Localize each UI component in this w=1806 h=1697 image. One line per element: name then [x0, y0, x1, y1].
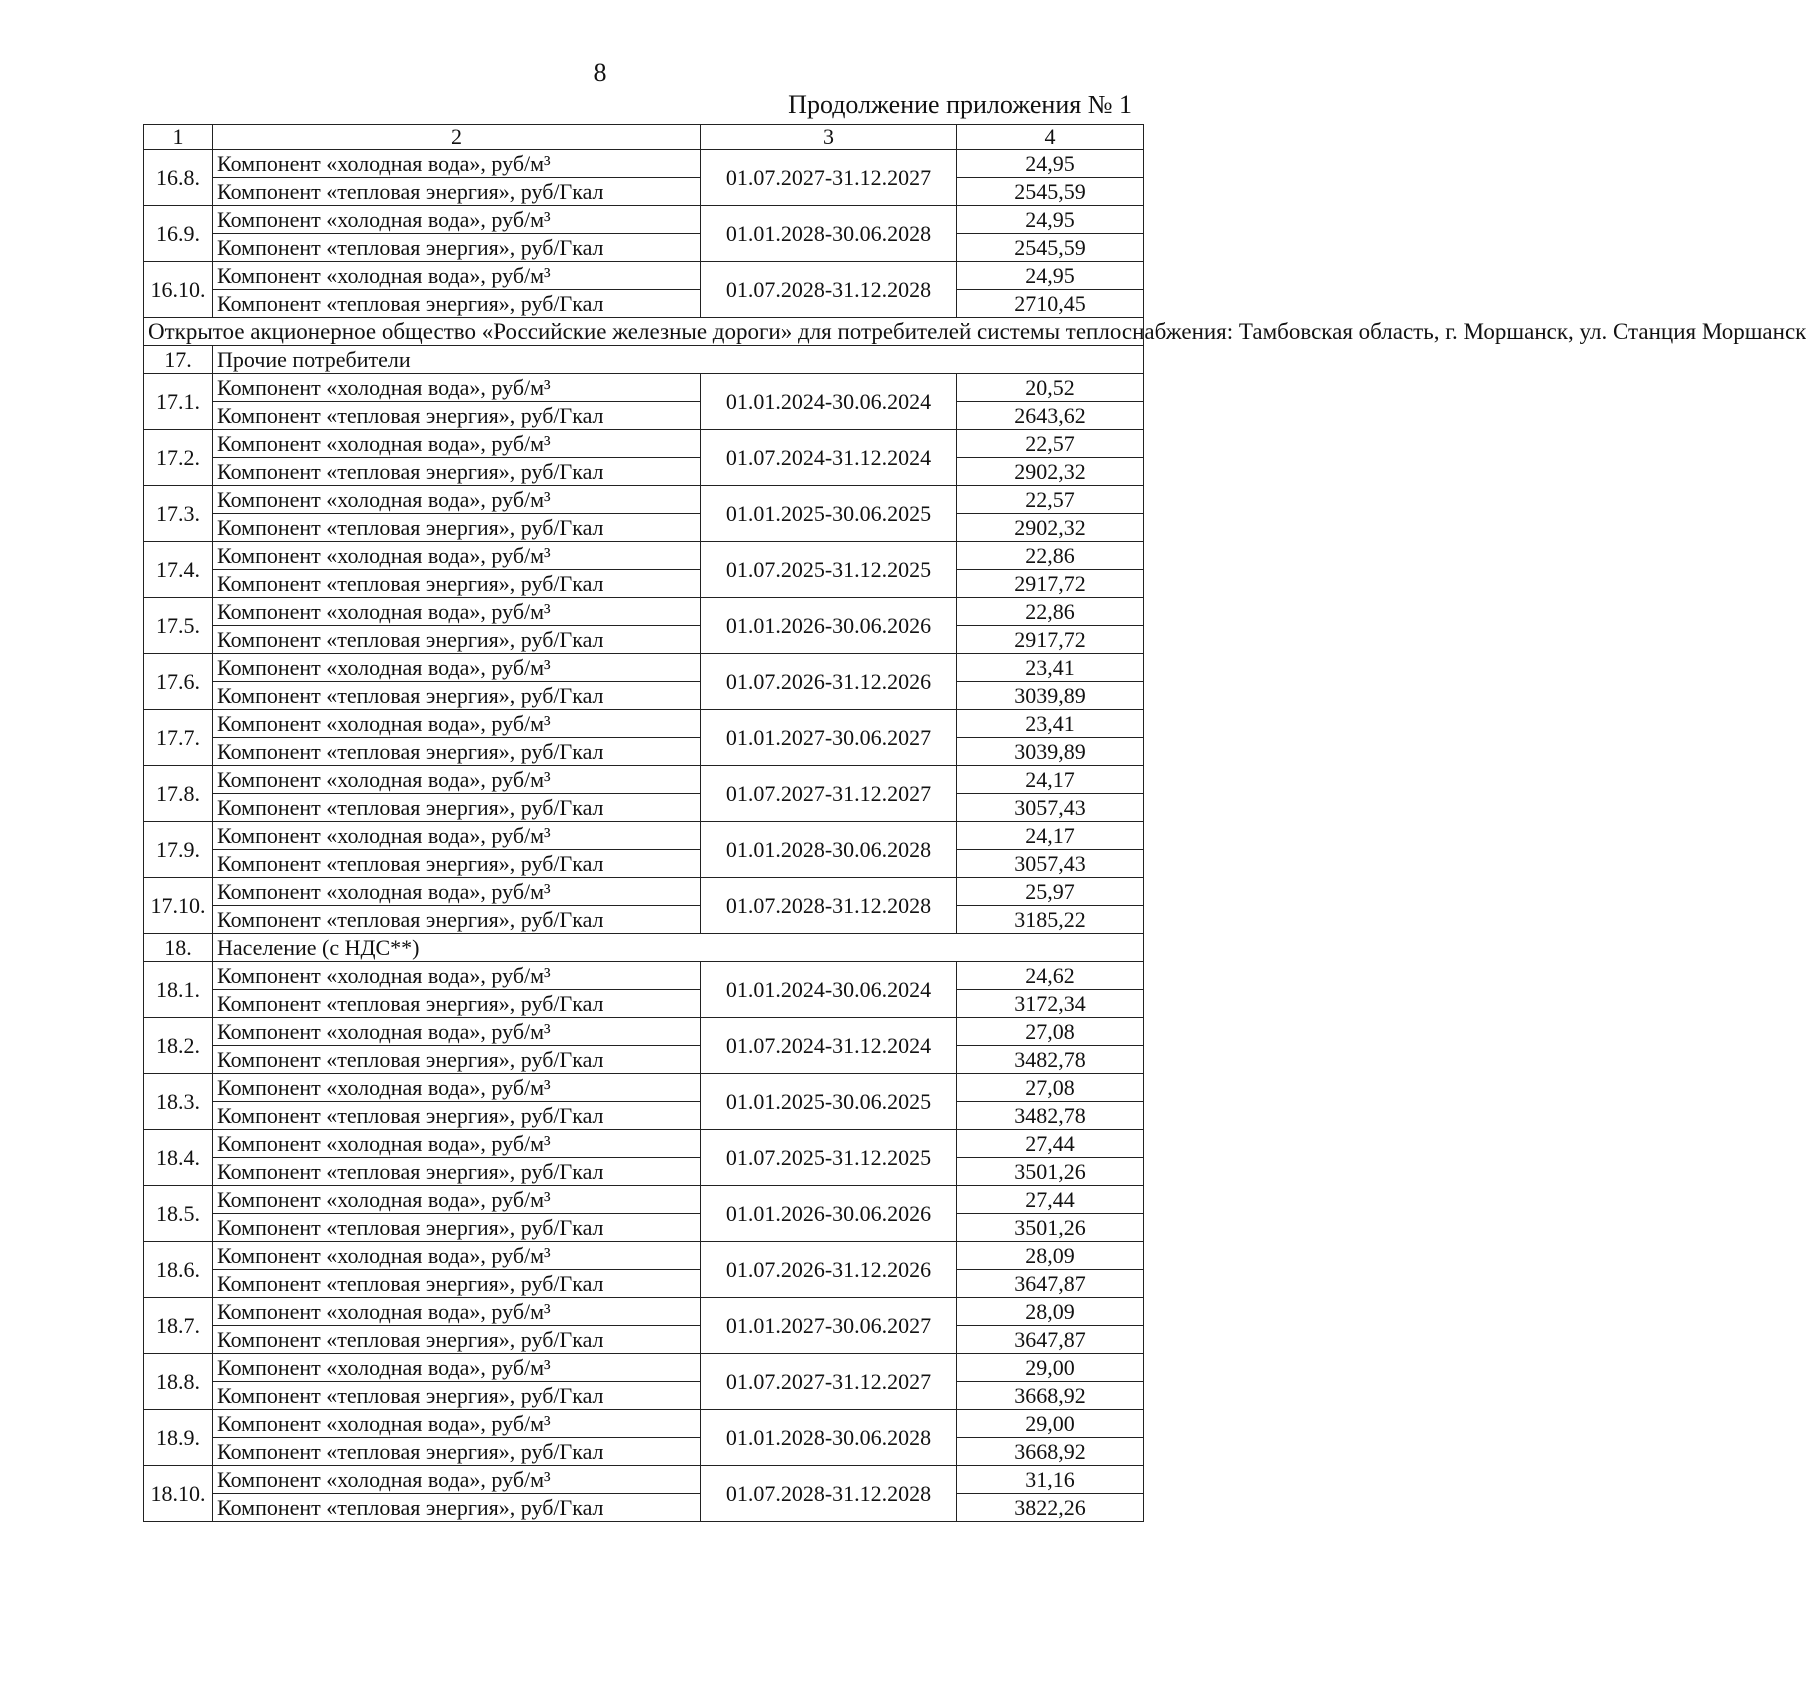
- heat-tariff-value: 2710,45: [957, 290, 1144, 318]
- component-heat-label: Компонент «тепловая энергия», руб/Гкал: [213, 794, 701, 822]
- component-heat-label: Компонент «тепловая энергия», руб/Гкал: [213, 990, 701, 1018]
- water-tariff-value: 28,09: [957, 1298, 1144, 1326]
- row-number: 17.1.: [144, 374, 213, 430]
- table-row: [144, 542, 1144, 570]
- heat-tariff-value: 3822,26: [957, 1494, 1144, 1522]
- component-heat-label: Компонент «тепловая энергия», руб/Гкал: [213, 682, 701, 710]
- row-number: 18.8.: [144, 1354, 213, 1410]
- table-row: [144, 1158, 1144, 1186]
- water-tariff-value: 22,86: [957, 542, 1144, 570]
- water-tariff-value: 25,97: [957, 878, 1144, 906]
- table-row: [144, 1214, 1144, 1242]
- water-tariff-value: 27,44: [957, 1186, 1144, 1214]
- table-row: [144, 1438, 1144, 1466]
- table-row: [144, 682, 1144, 710]
- table-row: [144, 1186, 1144, 1214]
- column-header: 4: [957, 125, 1144, 150]
- table-row: [144, 1270, 1144, 1298]
- component-heat-label: Компонент «тепловая энергия», руб/Гкал: [213, 514, 701, 542]
- table-row: [144, 962, 1144, 990]
- heat-tariff-value: 2917,72: [957, 570, 1144, 598]
- component-heat-label: Компонент «тепловая энергия», руб/Гкал: [213, 402, 701, 430]
- water-tariff-value: 29,00: [957, 1354, 1144, 1382]
- period-cell: 01.01.2028-30.06.2028: [701, 206, 957, 262]
- table-row: [144, 626, 1144, 654]
- period-cell: 01.07.2026-31.12.2026: [701, 654, 957, 710]
- component-water-label: Компонент «холодная вода», руб/м³: [213, 206, 701, 234]
- component-water-label: Компонент «холодная вода», руб/м³: [213, 486, 701, 514]
- component-water-label: Компонент «холодная вода», руб/м³: [213, 654, 701, 682]
- component-water-label: Компонент «холодная вода», руб/м³: [213, 1186, 701, 1214]
- component-heat-label: Компонент «тепловая энергия», руб/Гкал: [213, 1326, 701, 1354]
- component-water-label: Компонент «холодная вода», руб/м³: [213, 822, 701, 850]
- row-number: 17.6.: [144, 654, 213, 710]
- component-water-label: Компонент «холодная вода», руб/м³: [213, 878, 701, 906]
- component-water-label: Компонент «холодная вода», руб/м³: [213, 1298, 701, 1326]
- organization-row: [144, 318, 1144, 346]
- section-number: 18.: [144, 934, 213, 962]
- component-heat-label: Компонент «тепловая энергия», руб/Гкал: [213, 1214, 701, 1242]
- heat-tariff-value: 3057,43: [957, 850, 1144, 878]
- table-row: [144, 262, 1144, 290]
- component-heat-label: Компонент «тепловая энергия», руб/Гкал: [213, 1046, 701, 1074]
- row-number: 17.4.: [144, 542, 213, 598]
- component-water-label: Компонент «холодная вода», руб/м³: [213, 710, 701, 738]
- period-cell: 01.01.2027-30.06.2027: [701, 1298, 957, 1354]
- table-row: [144, 570, 1144, 598]
- heat-tariff-value: 2902,32: [957, 514, 1144, 542]
- table-row: [144, 486, 1144, 514]
- row-number: 18.4.: [144, 1130, 213, 1186]
- water-tariff-value: 24,62: [957, 962, 1144, 990]
- period-cell: 01.07.2027-31.12.2027: [701, 150, 957, 206]
- table-row: [144, 178, 1144, 206]
- period-cell: 01.07.2027-31.12.2027: [701, 766, 957, 822]
- component-heat-label: Компонент «тепловая энергия», руб/Гкал: [213, 1382, 701, 1410]
- component-water-label: Компонент «холодная вода», руб/м³: [213, 1074, 701, 1102]
- period-cell: 01.07.2025-31.12.2025: [701, 542, 957, 598]
- heat-tariff-value: 3057,43: [957, 794, 1144, 822]
- table-row: [144, 710, 1144, 738]
- period-cell: 01.01.2026-30.06.2026: [701, 598, 957, 654]
- period-cell: 01.07.2024-31.12.2024: [701, 1018, 957, 1074]
- row-number: 18.7.: [144, 1298, 213, 1354]
- heat-tariff-value: 3039,89: [957, 682, 1144, 710]
- table-row: [144, 1298, 1144, 1326]
- row-number: 18.3.: [144, 1074, 213, 1130]
- component-water-label: Компонент «холодная вода», руб/м³: [213, 374, 701, 402]
- component-heat-label: Компонент «тепловая энергия», руб/Гкал: [213, 570, 701, 598]
- component-water-label: Компонент «холодная вода», руб/м³: [213, 766, 701, 794]
- row-number: 18.5.: [144, 1186, 213, 1242]
- section-title: Население (с НДС**): [213, 934, 1144, 962]
- heat-tariff-value: 3482,78: [957, 1102, 1144, 1130]
- period-cell: 01.01.2028-30.06.2028: [701, 822, 957, 878]
- table-row: [144, 822, 1144, 850]
- table-row: [144, 458, 1144, 486]
- table-row: [144, 1074, 1144, 1102]
- table-row: [144, 878, 1144, 906]
- heat-tariff-value: 3647,87: [957, 1326, 1144, 1354]
- row-number: 18.6.: [144, 1242, 213, 1298]
- table-row: [144, 1046, 1144, 1074]
- table-row: [144, 598, 1144, 626]
- water-tariff-value: 27,44: [957, 1130, 1144, 1158]
- period-cell: 01.01.2028-30.06.2028: [701, 1410, 957, 1466]
- water-tariff-value: 24,95: [957, 262, 1144, 290]
- water-tariff-value: 24,95: [957, 206, 1144, 234]
- water-tariff-value: 24,95: [957, 150, 1144, 178]
- component-water-label: Компонент «холодная вода», руб/м³: [213, 962, 701, 990]
- component-water-label: Компонент «холодная вода», руб/м³: [213, 430, 701, 458]
- table-row: [144, 990, 1144, 1018]
- row-number: 17.7.: [144, 710, 213, 766]
- component-water-label: Компонент «холодная вода», руб/м³: [213, 1018, 701, 1046]
- water-tariff-value: 27,08: [957, 1074, 1144, 1102]
- period-cell: 01.07.2028-31.12.2028: [701, 878, 957, 934]
- water-tariff-value: 22,86: [957, 598, 1144, 626]
- table-row: [144, 1354, 1144, 1382]
- table-row: [144, 766, 1144, 794]
- heat-tariff-value: 2902,32: [957, 458, 1144, 486]
- row-number: 18.10.: [144, 1466, 213, 1522]
- period-cell: 01.01.2027-30.06.2027: [701, 710, 957, 766]
- water-tariff-value: 24,17: [957, 766, 1144, 794]
- table-row: [144, 1018, 1144, 1046]
- heat-tariff-value: 2545,59: [957, 234, 1144, 262]
- component-heat-label: Компонент «тепловая энергия», руб/Гкал: [213, 738, 701, 766]
- water-tariff-value: 22,57: [957, 430, 1144, 458]
- table-row: [144, 150, 1144, 178]
- heat-tariff-value: 2917,72: [957, 626, 1144, 654]
- page-number: 8: [593, 58, 607, 87]
- row-number: 17.2.: [144, 430, 213, 486]
- period-cell: 01.01.2024-30.06.2024: [701, 962, 957, 1018]
- component-water-label: Компонент «холодная вода», руб/м³: [213, 150, 701, 178]
- water-tariff-value: 23,41: [957, 710, 1144, 738]
- table-row: [144, 1130, 1144, 1158]
- component-heat-label: Компонент «тепловая энергия», руб/Гкал: [213, 458, 701, 486]
- component-water-label: Компонент «холодная вода», руб/м³: [213, 598, 701, 626]
- water-tariff-value: 20,52: [957, 374, 1144, 402]
- table-row: [144, 1382, 1144, 1410]
- row-number: 16.8.: [144, 150, 213, 206]
- water-tariff-value: 31,16: [957, 1466, 1144, 1494]
- organization-description: Открытое акционерное общество «Российские железные дороги» для потребителей системы теплоснабжения: Тамбовская область, г. Моршанск, ул. Станция Моршанск: [144, 318, 1144, 346]
- period-cell: 01.01.2026-30.06.2026: [701, 1186, 957, 1242]
- water-tariff-value: 28,09: [957, 1242, 1144, 1270]
- heat-tariff-value: 2545,59: [957, 178, 1144, 206]
- component-water-label: Компонент «холодная вода», руб/м³: [213, 542, 701, 570]
- table-row: [144, 1326, 1144, 1354]
- tariff-table: [143, 124, 1806, 1522]
- component-heat-label: Компонент «тепловая энергия», руб/Гкал: [213, 1270, 701, 1298]
- row-number: 17.8.: [144, 766, 213, 822]
- table-row: [144, 430, 1144, 458]
- component-heat-label: Компонент «тепловая энергия», руб/Гкал: [213, 626, 701, 654]
- section-title: Прочие потребители: [213, 346, 1144, 374]
- period-cell: 01.01.2025-30.06.2025: [701, 1074, 957, 1130]
- continuation-heading: Продолжение приложения № 1: [788, 90, 1132, 119]
- row-number: 17.9.: [144, 822, 213, 878]
- table-row: [144, 234, 1144, 262]
- column-header: 1: [144, 125, 213, 150]
- section-row: [144, 346, 1144, 374]
- period-cell: 01.07.2024-31.12.2024: [701, 430, 957, 486]
- component-water-label: Компонент «холодная вода», руб/м³: [213, 1130, 701, 1158]
- period-cell: 01.07.2026-31.12.2026: [701, 1242, 957, 1298]
- table-row: [144, 1102, 1144, 1130]
- component-water-label: Компонент «холодная вода», руб/м³: [213, 1410, 701, 1438]
- heat-tariff-value: 3647,87: [957, 1270, 1144, 1298]
- period-cell: 01.07.2027-31.12.2027: [701, 1354, 957, 1410]
- heat-tariff-value: 2643,62: [957, 402, 1144, 430]
- component-water-label: Компонент «холодная вода», руб/м³: [213, 1354, 701, 1382]
- table-row: [144, 738, 1144, 766]
- component-heat-label: Компонент «тепловая энергия», руб/Гкал: [213, 234, 701, 262]
- heat-tariff-value: 3039,89: [957, 738, 1144, 766]
- water-tariff-value: 22,57: [957, 486, 1144, 514]
- component-heat-label: Компонент «тепловая энергия», руб/Гкал: [213, 1158, 701, 1186]
- table-row: [144, 1466, 1144, 1494]
- period-cell: 01.07.2025-31.12.2025: [701, 1130, 957, 1186]
- component-heat-label: Компонент «тепловая энергия», руб/Гкал: [213, 1438, 701, 1466]
- row-number: 17.3.: [144, 486, 213, 542]
- table-row: [144, 654, 1144, 682]
- heat-tariff-value: 3185,22: [957, 906, 1144, 934]
- column-header-row: [144, 125, 1144, 150]
- heat-tariff-value: 3172,34: [957, 990, 1144, 1018]
- water-tariff-value: 29,00: [957, 1410, 1144, 1438]
- component-water-label: Компонент «холодная вода», руб/м³: [213, 1466, 701, 1494]
- table-row: [144, 402, 1144, 430]
- row-number: 16.9.: [144, 206, 213, 262]
- row-number: 17.10.: [144, 878, 213, 934]
- row-number: 17.5.: [144, 598, 213, 654]
- table-row: [144, 1242, 1144, 1270]
- period-cell: 01.01.2024-30.06.2024: [701, 374, 957, 430]
- row-number: 18.1.: [144, 962, 213, 1018]
- heat-tariff-value: 3668,92: [957, 1382, 1144, 1410]
- row-number: 16.10.: [144, 262, 213, 318]
- table-row: [144, 290, 1144, 318]
- section-row: [144, 934, 1144, 962]
- component-heat-label: Компонент «тепловая энергия», руб/Гкал: [213, 1494, 701, 1522]
- row-number: 18.2.: [144, 1018, 213, 1074]
- column-header: 3: [701, 125, 957, 150]
- component-heat-label: Компонент «тепловая энергия», руб/Гкал: [213, 178, 701, 206]
- table-row: [144, 794, 1144, 822]
- component-water-label: Компонент «холодная вода», руб/м³: [213, 262, 701, 290]
- heat-tariff-value: 3501,26: [957, 1158, 1144, 1186]
- period-cell: 01.07.2028-31.12.2028: [701, 262, 957, 318]
- table-row: [144, 1494, 1144, 1522]
- water-tariff-value: 24,17: [957, 822, 1144, 850]
- table-row: [144, 374, 1144, 402]
- heat-tariff-value: 3501,26: [957, 1214, 1144, 1242]
- component-water-label: Компонент «холодная вода», руб/м³: [213, 1242, 701, 1270]
- heat-tariff-value: 3482,78: [957, 1046, 1144, 1074]
- table-row: [144, 206, 1144, 234]
- row-number: 18.9.: [144, 1410, 213, 1466]
- period-cell: 01.01.2025-30.06.2025: [701, 486, 957, 542]
- period-cell: 01.07.2028-31.12.2028: [701, 1466, 957, 1522]
- table-row: [144, 1410, 1144, 1438]
- component-heat-label: Компонент «тепловая энергия», руб/Гкал: [213, 1102, 701, 1130]
- water-tariff-value: 27,08: [957, 1018, 1144, 1046]
- component-heat-label: Компонент «тепловая энергия», руб/Гкал: [213, 906, 701, 934]
- column-header: 2: [213, 125, 701, 150]
- section-number: 17.: [144, 346, 213, 374]
- table-row: [144, 906, 1144, 934]
- water-tariff-value: 23,41: [957, 654, 1144, 682]
- table-row: [144, 850, 1144, 878]
- heat-tariff-value: 3668,92: [957, 1438, 1144, 1466]
- component-heat-label: Компонент «тепловая энергия», руб/Гкал: [213, 850, 701, 878]
- component-heat-label: Компонент «тепловая энергия», руб/Гкал: [213, 290, 701, 318]
- table-row: [144, 514, 1144, 542]
